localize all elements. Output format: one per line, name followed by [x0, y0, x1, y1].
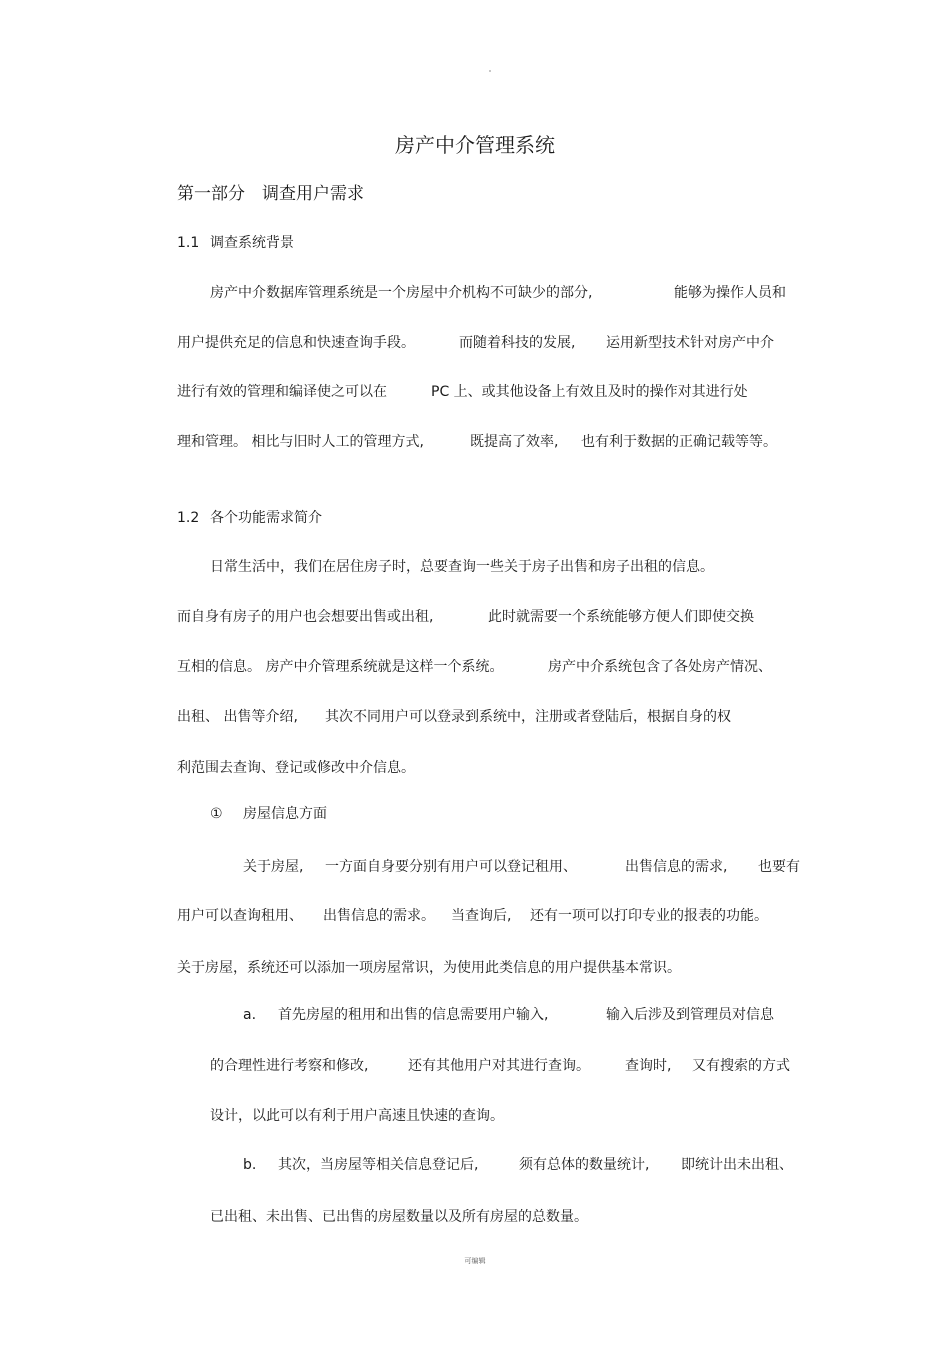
section-title: 调查系统背景: [210, 235, 294, 251]
document-page: 房产中介管理系统 第一部分 调查用户需求 1.1 调查系统背景 房产中介数据库管理系统是一个房屋中介机构不可缺少的部分, 能够为操作人员和 用户提供充足的信息和快速查询手段。 而随着科技的发展, 运用新型技术针对房产中介 进行有效的管理和编译使之可以在 PC 上、或其他设备上有效且及时的操作对其进行处 理和管理。 相比与旧时人工的管理方式, 既提高了效率, 也有利于数据的正确记载等等。 1.2 各个功能需求简介 日常生活中，我们在居住房子时，总要查询一些关于房子出售和房子出租的信息。 而自身有房子的用户也会想要出售或出租, 此时就需要一个系统能够方便人们即使交换 互相的信息。 房产中介管理系统就是这样一个系统。 房产中介系统包含了各处房产情况、 出租、 出售等介绍, 其次不同用户可以登录到系统中，注册或者登陆后，根据自身的权 利范围去查询、登记或修改中介信息。 ① 房屋信息方面 关于房屋, 一方面自身要分别有用户可以登记租用、 出售信息的需求, 也要有 用户可以查询租用、 出售信息的需求。 当查询后, 还有一项可以打印专业的报表的功能。 关于房屋，系统还可以添加一项房屋常识，为使用此类信息的用户提供基本常识。 a. 首先房屋的租用和出售的信息需要用户输入, 输入后涉及到管理员对信息 的合理性进行考察和修改, 还有其他用户对其进行查询。 查询时, 又有搜索的方式 设计，以此可以有利于用户高速且快速的查询。 b. 其次，当房屋等相关信息登记后, 须有总体的数量统计, 即统计出未出租、 已出租、未出售、已出售的房屋数量以及所有房屋的总数量。 可编辑: [0, 0, 950, 1345]
part-number: 第一部分: [177, 184, 245, 204]
item-title: 房屋信息方面: [243, 806, 327, 822]
circled-number: ①: [210, 806, 223, 822]
section-number: 1.1: [177, 235, 200, 251]
section-title: 各个功能需求简介: [210, 510, 322, 526]
part-title: 调查用户需求: [262, 184, 364, 204]
section-number: 1.2: [177, 510, 200, 526]
page-footer: 可编辑: [464, 1257, 486, 1265]
doc-title: 房产中介管理系统: [395, 133, 555, 157]
list-marker: a.: [243, 1007, 257, 1023]
list-marker: b.: [243, 1157, 257, 1173]
scan-dot: [489, 70, 491, 72]
